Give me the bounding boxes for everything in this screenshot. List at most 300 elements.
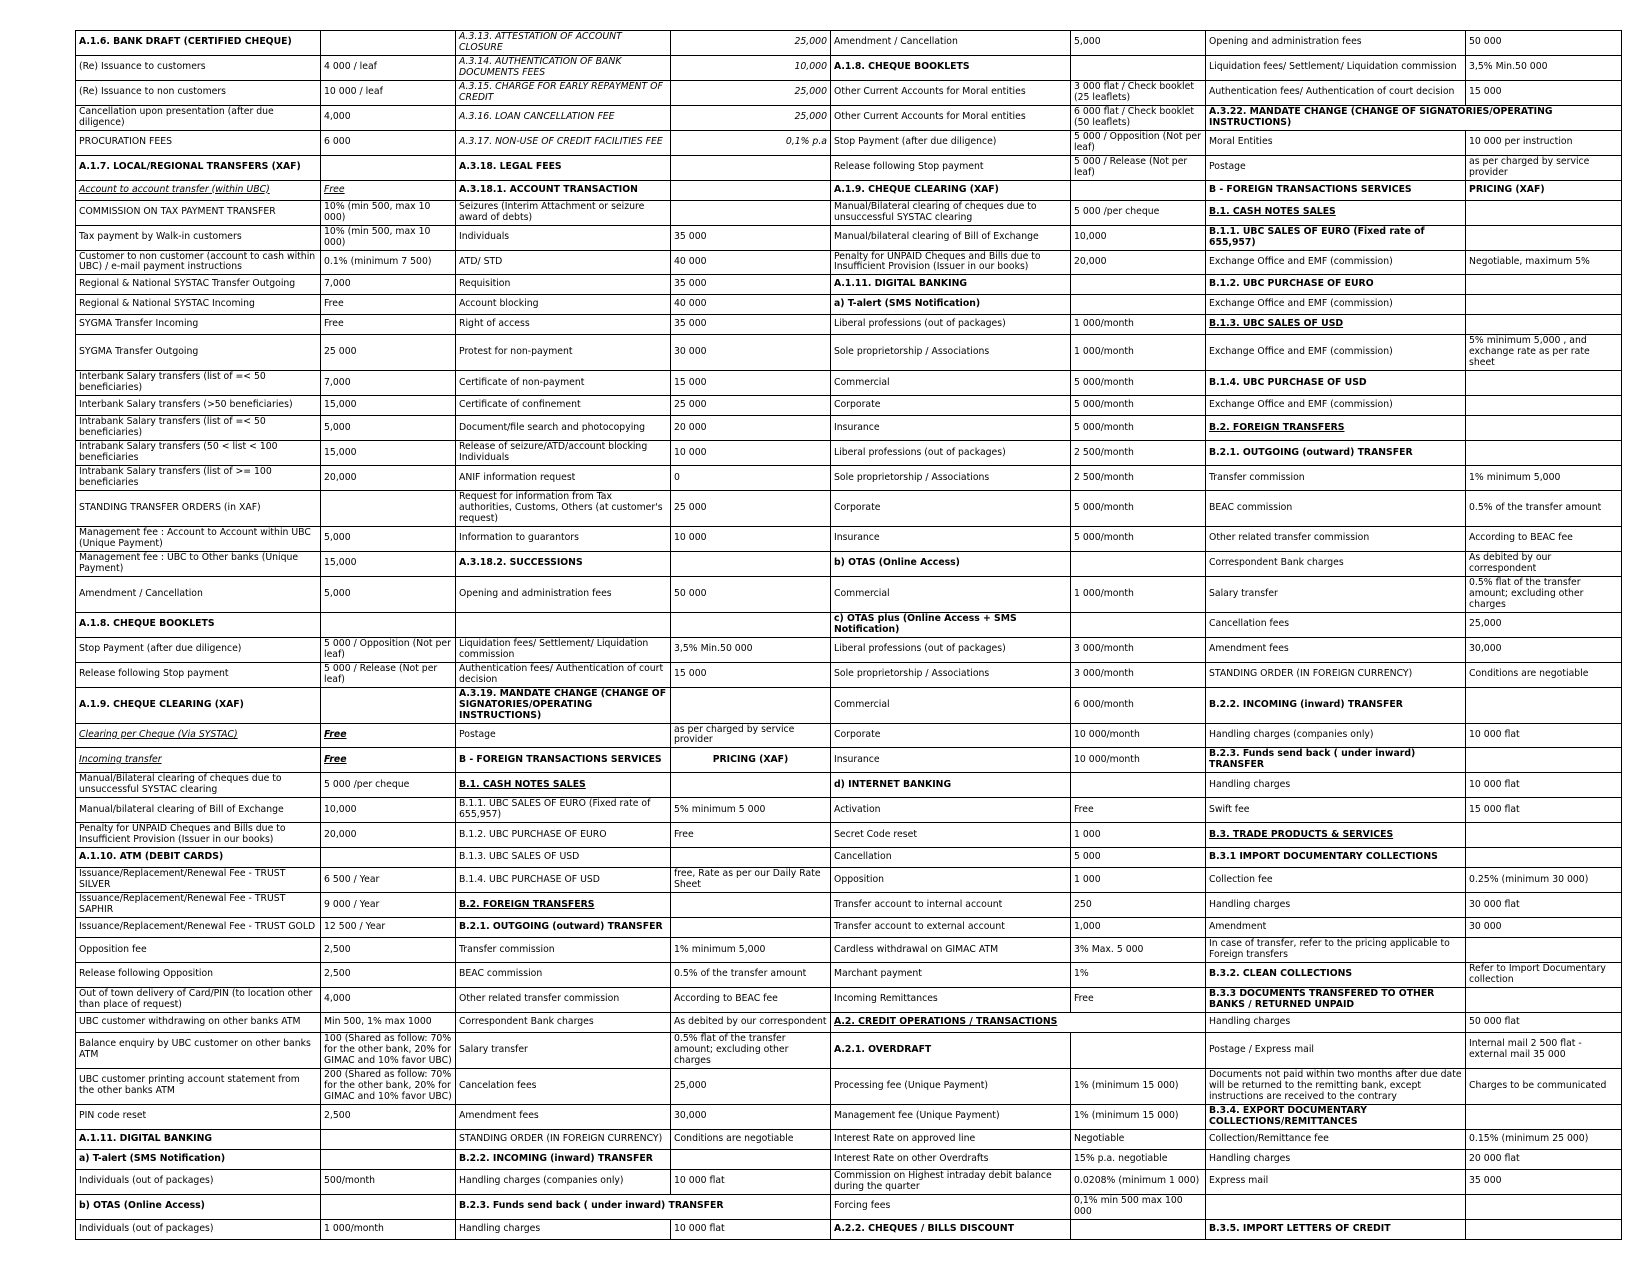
table-cell: Commercial: [831, 687, 1071, 723]
table-cell: BEAC commission: [456, 963, 671, 988]
table-cell: Certificate of non-payment: [456, 371, 671, 396]
table-row: [76, 180, 1622, 200]
table-cell: [321, 1149, 456, 1169]
table-cell: 30 000: [1466, 918, 1622, 938]
section-header-cell: PRICING (XAF): [1466, 180, 1622, 200]
table-cell: [1466, 315, 1622, 335]
table-cell: [1466, 295, 1622, 315]
section-header-cell: B.2.1. OUTGOING (outward) TRANSFER: [456, 918, 671, 938]
section-header-cell: B.2. FOREIGN TRANSFERS: [1206, 416, 1466, 441]
section-header-cell: Free: [321, 723, 456, 748]
table-cell: 10 000 / leaf: [321, 80, 456, 105]
table-cell: Management fee : UBC to Other banks (Unique Payment): [76, 551, 321, 576]
table-cell: Liquidation fees/ Settlement/ Liquidation commission: [456, 637, 671, 662]
table-cell: [671, 180, 831, 200]
table-row: [76, 441, 1622, 466]
section-header-cell: B.3.1 IMPORT DOCUMENTARY COLLECTIONS: [1206, 848, 1466, 868]
table-cell: 0.1% (minimum 7 500): [321, 250, 456, 275]
table-row: [76, 938, 1622, 963]
table-cell: 30,000: [671, 1104, 831, 1129]
table-cell: 25 000: [671, 396, 831, 416]
section-header-cell: A.3.18. LEGAL FEES: [456, 155, 671, 180]
table-row: [76, 773, 1622, 798]
table-cell: Min 500, 1% max 1000: [321, 1012, 456, 1032]
table-row: [76, 612, 1622, 637]
table-cell: [321, 687, 456, 723]
table-cell: 1%: [1071, 963, 1206, 988]
table-cell: 5,000: [1071, 31, 1206, 56]
table-cell: Swift fee: [1206, 798, 1466, 823]
section-header-cell: B.2.2. INCOMING (inward) TRANSFER: [1206, 687, 1466, 723]
table-cell: 5 000/month: [1071, 371, 1206, 396]
table-cell: SYGMA Transfer Incoming: [76, 315, 321, 335]
table-cell: Activation: [831, 798, 1071, 823]
table-cell: as per charged by service provider: [1466, 155, 1622, 180]
table-row: [76, 1068, 1622, 1104]
table-cell: Cardless withdrawal on GIMAC ATM: [831, 938, 1071, 963]
table-cell: Postage / Express mail: [1206, 1032, 1466, 1068]
table-cell: 40 000: [671, 250, 831, 275]
table-cell: [1466, 748, 1622, 773]
table-cell: In case of transfer, refer to the pricing applicable to Foreign transfers: [1206, 938, 1466, 963]
table-cell: 0.15% (minimum 25 000): [1466, 1129, 1622, 1149]
table-cell: 2,500: [321, 963, 456, 988]
table-cell: 20,000: [321, 823, 456, 848]
table-cell: Opposition fee: [76, 938, 321, 963]
table-cell: Interbank Salary transfers (list of =< 50 beneficiaries): [76, 371, 321, 396]
section-header-cell: B - FOREIGN TRANSACTIONS SERVICES: [456, 748, 671, 773]
table-cell: 50 000: [671, 576, 831, 612]
table-cell: [671, 1149, 831, 1169]
table-cell: 0.5% of the transfer amount: [671, 963, 831, 988]
table-cell: Authentication fees/ Authentication of court decision: [456, 662, 671, 687]
section-header-cell: B.2.1. OUTGOING (outward) TRANSFER: [1206, 441, 1466, 466]
section-header-cell: B.2. FOREIGN TRANSFERS: [456, 893, 671, 918]
table-cell: 1% (minimum 15 000): [1071, 1104, 1206, 1129]
table-cell: COMMISSION ON TAX PAYMENT TRANSFER: [76, 200, 321, 225]
table-cell: 25,000: [671, 1068, 831, 1104]
table-cell: According to BEAC fee: [671, 987, 831, 1012]
table-cell: Exchange Office and EMF (commission): [1206, 250, 1466, 275]
table-cell: [1466, 938, 1622, 963]
table-row: [76, 466, 1622, 491]
table-row: [76, 1129, 1622, 1149]
table-cell: Individuals (out of packages): [76, 1219, 321, 1239]
section-header-cell: A.2. CREDIT OPERATIONS / TRANSACTIONS: [831, 1012, 1206, 1032]
table-cell: [671, 612, 831, 637]
table-cell: 25,000: [671, 80, 831, 105]
table-cell: 100 (Shared as follow: 70% for the other bank, 20% for GIMAC and 10% favor UBC): [321, 1032, 456, 1068]
table-cell: Interest Rate on approved line: [831, 1129, 1071, 1149]
table-cell: Commercial: [831, 371, 1071, 396]
table-cell: Opening and administration fees: [456, 576, 671, 612]
table-cell: 10 000 flat: [1466, 773, 1622, 798]
table-row: [76, 105, 1622, 130]
table-cell: Forcing fees: [831, 1194, 1071, 1219]
table-cell: [1466, 371, 1622, 396]
table-cell: 5,000: [321, 576, 456, 612]
table-cell: Manual/Bilateral clearing of cheques due to unsuccessful SYSTAC clearing: [76, 773, 321, 798]
table-cell: Amendment fees: [456, 1104, 671, 1129]
table-cell: Sole proprietorship / Associations: [831, 662, 1071, 687]
table-cell: B.1.2. UBC PURCHASE OF EURO: [456, 823, 671, 848]
table-cell: [321, 155, 456, 180]
table-cell: 0.25% (minimum 30 000): [1466, 868, 1622, 893]
table-cell: Certificate of confinement: [456, 396, 671, 416]
table-row: [76, 1169, 1622, 1194]
table-cell: [1466, 225, 1622, 250]
table-cell: Requisition: [456, 275, 671, 295]
table-cell: STANDING TRANSFER ORDERS (in XAF): [76, 491, 321, 527]
table-cell: Negotiable: [1071, 1129, 1206, 1149]
table-row: [76, 396, 1622, 416]
table-cell: Charges to be communicated: [1466, 1068, 1622, 1104]
table-cell: [671, 687, 831, 723]
table-cell: 1,000: [1071, 918, 1206, 938]
table-cell: free, Rate as per our Daily Rate Sheet: [671, 868, 831, 893]
table-cell: Incoming Remittances: [831, 987, 1071, 1012]
table-row: [76, 576, 1622, 612]
table-cell: 500/month: [321, 1169, 456, 1194]
table-cell: 1% (minimum 15 000): [1071, 1068, 1206, 1104]
table-cell: 40 000: [671, 295, 831, 315]
section-header-cell: B.3. TRADE PRODUCTS & SERVICES: [1206, 823, 1466, 848]
table-row: [76, 155, 1622, 180]
table-cell: 15% p.a. negotiable: [1071, 1149, 1206, 1169]
table-cell: 0,1% p.a: [671, 130, 831, 155]
table-row: [76, 748, 1622, 773]
table-cell: 2 500/month: [1071, 441, 1206, 466]
table-cell: Free: [321, 315, 456, 335]
table-cell: Postage: [1206, 155, 1466, 180]
table-cell: Individuals (out of packages): [76, 1169, 321, 1194]
table-cell: Management fee : Account to Account within UBC (Unique Payment): [76, 527, 321, 552]
table-cell: 6 500 / Year: [321, 868, 456, 893]
table-cell: 10% (min 500, max 10 000): [321, 225, 456, 250]
table-cell: [1071, 295, 1206, 315]
table-cell: [1071, 773, 1206, 798]
table-cell: Free: [1071, 798, 1206, 823]
table-cell: Other Current Accounts for Moral entities: [831, 80, 1071, 105]
table-row: [76, 893, 1622, 918]
table-cell: 250: [1071, 893, 1206, 918]
table-cell: Other related transfer commission: [456, 987, 671, 1012]
table-cell: [1071, 1032, 1206, 1068]
table-cell: 20,000: [321, 466, 456, 491]
table-row: [76, 250, 1622, 275]
table-cell: [671, 893, 831, 918]
table-cell: Collection/Remittance fee: [1206, 1129, 1466, 1149]
table-cell: [1071, 180, 1206, 200]
table-cell: 3 000 flat / Check booklet (25 leaflets): [1071, 80, 1206, 105]
table-cell: STANDING ORDER (IN FOREIGN CURRENCY): [456, 1129, 671, 1149]
table-cell: 35 000: [1466, 1169, 1622, 1194]
section-header-cell: A.2.1. OVERDRAFT: [831, 1032, 1071, 1068]
table-cell: 25,000: [671, 105, 831, 130]
table-cell: 1 000: [1071, 823, 1206, 848]
table-cell: 6 000/month: [1071, 687, 1206, 723]
table-cell: [1071, 55, 1206, 80]
table-cell: 5 000 /per cheque: [321, 773, 456, 798]
table-cell: 10 000: [671, 527, 831, 552]
section-header-cell: Free: [321, 748, 456, 773]
table-cell: Cancellation fees: [1206, 612, 1466, 637]
table-cell: 0: [671, 466, 831, 491]
table-cell: 30,000: [1466, 637, 1622, 662]
table-cell: Exchange Office and EMF (commission): [1206, 295, 1466, 315]
table-cell: 1% minimum 5,000: [1466, 466, 1622, 491]
table-row: [76, 963, 1622, 988]
table-cell: 15,000: [321, 396, 456, 416]
table-cell: Manual/bilateral clearing of Bill of Exchange: [76, 798, 321, 823]
table-cell: 5 000 / Opposition (Not per leaf): [1071, 130, 1206, 155]
table-cell: Exchange Office and EMF (commission): [1206, 335, 1466, 371]
table-cell: Correspondent Bank charges: [456, 1012, 671, 1032]
section-header-cell: B.1. CASH NOTES SALES: [456, 773, 671, 798]
section-header-cell: B.2.3. Funds send back ( under inward) TRANSFER: [456, 1194, 831, 1219]
table-cell: Issuance/Replacement/Renewal Fee - TRUST GOLD: [76, 918, 321, 938]
table-cell: 7,000: [321, 371, 456, 396]
table-cell: 4,000: [321, 987, 456, 1012]
table-cell: 10% (min 500, max 10 000): [321, 200, 456, 225]
table-cell: 1 000/month: [321, 1219, 456, 1239]
table-cell: 20 000: [671, 416, 831, 441]
table-row: [76, 1219, 1622, 1239]
table-cell: Other related transfer commission: [1206, 527, 1466, 552]
table-cell: Free: [1071, 987, 1206, 1012]
table-cell: Cancellation: [831, 848, 1071, 868]
section-header-cell: c) OTAS plus (Online Access + SMS Notification): [831, 612, 1071, 637]
section-header-cell: B.1.3. UBC SALES OF USD: [1206, 315, 1466, 335]
table-cell: Regional & National SYSTAC Incoming: [76, 295, 321, 315]
table-cell: Handling charges: [1206, 773, 1466, 798]
table-row: [76, 130, 1622, 155]
table-cell: Handling charges: [456, 1219, 671, 1239]
table-cell: Liberal professions (out of packages): [831, 315, 1071, 335]
table-cell: Release of seizure/ATD/account blocking Individuals: [456, 441, 671, 466]
table-cell: Opening and administration fees: [1206, 31, 1466, 56]
table-row: [76, 848, 1622, 868]
table-cell: Corporate: [831, 723, 1071, 748]
table-cell: 15 000: [671, 662, 831, 687]
table-cell: Correspondent Bank charges: [1206, 551, 1466, 576]
table-cell: Account to account transfer (within UBC): [76, 180, 321, 200]
table-cell: 5% minimum 5 000: [671, 798, 831, 823]
section-header-cell: B.2.3. Funds send back ( under inward) TRANSFER: [1206, 748, 1466, 773]
table-cell: Collection fee: [1206, 868, 1466, 893]
section-header-cell: B.1.4. UBC PURCHASE OF USD: [1206, 371, 1466, 396]
table-cell: 5 000/month: [1071, 527, 1206, 552]
table-cell: A.3.17. NON-USE OF CREDIT FACILITIES FEE: [456, 130, 671, 155]
section-header-cell: A.1.9. CHEQUE CLEARING (XAF): [76, 687, 321, 723]
table-cell: ATD/ STD: [456, 250, 671, 275]
table-cell: 50 000: [1466, 31, 1622, 56]
table-cell: Free: [321, 295, 456, 315]
table-cell: 9 000 / Year: [321, 893, 456, 918]
table-cell: 0.5% flat of the transfer amount; excluding other charges: [671, 1032, 831, 1068]
table-cell: Moral Entities: [1206, 130, 1466, 155]
table-cell: Conditions are negotiable: [1466, 662, 1622, 687]
table-cell: 3 000/month: [1071, 662, 1206, 687]
section-header-cell: A.1.8. CHEQUE BOOKLETS: [76, 612, 321, 637]
table-cell: 6 000: [321, 130, 456, 155]
table-cell: 0.0208% (minimum 1 000): [1071, 1169, 1206, 1194]
table-cell: 10,000: [1071, 225, 1206, 250]
table-cell: [1466, 396, 1622, 416]
table-cell: Stop Payment (after due diligence): [831, 130, 1071, 155]
section-header-cell: b) OTAS (Online Access): [76, 1194, 321, 1219]
section-header-cell: A.1.7. LOCAL/REGIONAL TRANSFERS (XAF): [76, 155, 321, 180]
section-header-cell: A.1.10. ATM (DEBIT CARDS): [76, 848, 321, 868]
table-cell: Corporate: [831, 396, 1071, 416]
table-cell: [321, 848, 456, 868]
table-cell: As debited by our correspondent: [1466, 551, 1622, 576]
table-cell: B.1.3. UBC SALES OF USD: [456, 848, 671, 868]
table-cell: Free: [321, 180, 456, 200]
table-cell: Insurance: [831, 416, 1071, 441]
table-cell: 0.5% of the transfer amount: [1466, 491, 1622, 527]
table-cell: Amendment / Cancellation: [76, 576, 321, 612]
table-cell: Amendment / Cancellation: [831, 31, 1071, 56]
table-cell: Clearing per Cheque (Via SYSTAC): [76, 723, 321, 748]
table-cell: Management fee (Unique Payment): [831, 1104, 1071, 1129]
pricing-table-body: [76, 31, 1622, 1240]
section-header-cell: a) T-alert (SMS Notification): [831, 295, 1071, 315]
section-header-cell: d) INTERNET BANKING: [831, 773, 1071, 798]
table-cell: 5 000 / Release (Not per leaf): [321, 662, 456, 687]
table-cell: 3% Max. 5 000: [1071, 938, 1206, 963]
table-cell: Opposition: [831, 868, 1071, 893]
table-cell: Cancelation fees: [456, 1068, 671, 1104]
table-cell: [321, 612, 456, 637]
table-cell: [1466, 848, 1622, 868]
table-cell: Transfer account to internal account: [831, 893, 1071, 918]
table-cell: Exchange Office and EMF (commission): [1206, 396, 1466, 416]
table-cell: [1071, 612, 1206, 637]
table-cell: As debited by our correspondent: [671, 1012, 831, 1032]
table-cell: Documents not paid within two months after due date will be returned to the remitting bank, except instructions are received to the contrary: [1206, 1068, 1466, 1104]
table-cell: A.3.13. ATTESTATION OF ACCOUNT CLOSURE: [456, 31, 671, 56]
section-header-cell: PRICING (XAF): [671, 748, 831, 773]
table-cell: Sole proprietorship / Associations: [831, 466, 1071, 491]
table-cell: Release following Stop payment: [76, 662, 321, 687]
table-cell: Negotiable, maximum 5%: [1466, 250, 1622, 275]
table-cell: Cancellation upon presentation (after due diligence): [76, 105, 321, 130]
table-row: [76, 1012, 1622, 1032]
table-row: [76, 823, 1622, 848]
table-row: [76, 551, 1622, 576]
table-cell: 10 000 per instruction: [1466, 130, 1622, 155]
table-row: [76, 200, 1622, 225]
table-cell: Release following Opposition: [76, 963, 321, 988]
table-cell: Handling charges: [1206, 1149, 1466, 1169]
table-cell: 10,000: [321, 798, 456, 823]
table-cell: [1466, 1194, 1622, 1219]
section-header-cell: A.3.22. MANDATE CHANGE (CHANGE OF SIGNATORIES/OPERATING INSTRUCTIONS): [1206, 105, 1622, 130]
table-row: [76, 491, 1622, 527]
table-cell: Manual/Bilateral clearing of cheques due to unsuccessful SYSTAC clearing: [831, 200, 1071, 225]
section-header-cell: B.1.2. UBC PURCHASE OF EURO: [1206, 275, 1466, 295]
table-cell: Refer to Import Documentary collection: [1466, 963, 1622, 988]
table-cell: [1466, 200, 1622, 225]
table-cell: Amendment: [1206, 918, 1466, 938]
table-cell: Seizures (Interim Attachment or seizure award of debts): [456, 200, 671, 225]
table-cell: [671, 848, 831, 868]
section-header-cell: B - FOREIGN TRANSACTIONS SERVICES: [1206, 180, 1466, 200]
table-cell: [1466, 1104, 1622, 1129]
table-cell: Request for information from Tax authorities, Customs, Others (at customer's request): [456, 491, 671, 527]
table-cell: Stop Payment (after due diligence): [76, 637, 321, 662]
table-cell: 1 000: [1071, 868, 1206, 893]
section-header-cell: B.3.5. IMPORT LETTERS OF CREDIT: [1206, 1219, 1466, 1239]
table-cell: 3,5% Min.50 000: [671, 637, 831, 662]
section-header-cell: A.1.6. BANK DRAFT (CERTIFIED CHEQUE): [76, 31, 321, 56]
table-cell: Secret Code reset: [831, 823, 1071, 848]
table-row: [76, 295, 1622, 315]
table-cell: Other Current Accounts for Moral entities: [831, 105, 1071, 130]
section-header-cell: b) OTAS (Online Access): [831, 551, 1071, 576]
table-cell: Conditions are negotiable: [671, 1129, 831, 1149]
table-cell: 25 000: [671, 491, 831, 527]
table-cell: 2,500: [321, 938, 456, 963]
table-cell: Liberal professions (out of packages): [831, 441, 1071, 466]
table-cell: Information to guarantors: [456, 527, 671, 552]
table-row: [76, 55, 1622, 80]
table-cell: Handling charges (companies only): [456, 1169, 671, 1194]
section-header-cell: B.1.1. UBC SALES OF EURO (Fixed rate of 655,957): [1206, 225, 1466, 250]
table-cell: 0.5% flat of the transfer amount; excluding other charges: [1466, 576, 1622, 612]
table-cell: [1071, 551, 1206, 576]
table-row: [76, 275, 1622, 295]
table-cell: A.3.14. AUTHENTICATION OF BANK DOCUMENTS FEES: [456, 55, 671, 80]
table-cell: [1466, 1219, 1622, 1239]
section-header-cell: A.1.11. DIGITAL BANKING: [831, 275, 1071, 295]
table-cell: Transfer commission: [456, 938, 671, 963]
table-cell: 10,000: [671, 55, 831, 80]
table-cell: Issuance/Replacement/Renewal Fee - TRUST SILVER: [76, 868, 321, 893]
table-row: [76, 1194, 1622, 1219]
section-header-cell: A.3.18.1. ACCOUNT TRANSACTION: [456, 180, 671, 200]
table-cell: Handling charges: [1206, 1012, 1466, 1032]
table-cell: Salary transfer: [1206, 576, 1466, 612]
table-cell: 3 000/month: [1071, 637, 1206, 662]
table-row: [76, 1104, 1622, 1129]
table-cell: 5 000/month: [1071, 491, 1206, 527]
table-cell: [1071, 275, 1206, 295]
table-cell: Express mail: [1206, 1169, 1466, 1194]
table-cell: Intrabank Salary transfers (list of >= 100 beneficiaries: [76, 466, 321, 491]
table-cell: 1 000/month: [1071, 315, 1206, 335]
table-cell: 0,1% min 500 max 100 000: [1071, 1194, 1206, 1219]
table-cell: 25 000: [321, 335, 456, 371]
table-cell: Processing fee (Unique Payment): [831, 1068, 1071, 1104]
table-cell: Issuance/Replacement/Renewal Fee - TRUST SAPHIR: [76, 893, 321, 918]
table-cell: Out of town delivery of Card/PIN (to location other than place of request): [76, 987, 321, 1012]
table-cell: Intrabank Salary transfers (50 < list < 100 beneficiaries: [76, 441, 321, 466]
table-cell: 35 000: [671, 315, 831, 335]
table-cell: Handling charges (companies only): [1206, 723, 1466, 748]
table-cell: [1466, 275, 1622, 295]
table-row: [76, 987, 1622, 1012]
table-cell: 200 (Shared as follow: 70% for the other bank, 20% for GIMAC and 10% favor UBC): [321, 1068, 456, 1104]
table-cell: Insurance: [831, 527, 1071, 552]
table-cell: 5 000: [1071, 848, 1206, 868]
table-cell: Marchant payment: [831, 963, 1071, 988]
table-row: [76, 315, 1622, 335]
table-cell: 10 000 flat: [671, 1219, 831, 1239]
table-cell: 5% minimum 5,000 , and exchange rate as per rate sheet: [1466, 335, 1622, 371]
table-cell: 10 000 flat: [671, 1169, 831, 1194]
